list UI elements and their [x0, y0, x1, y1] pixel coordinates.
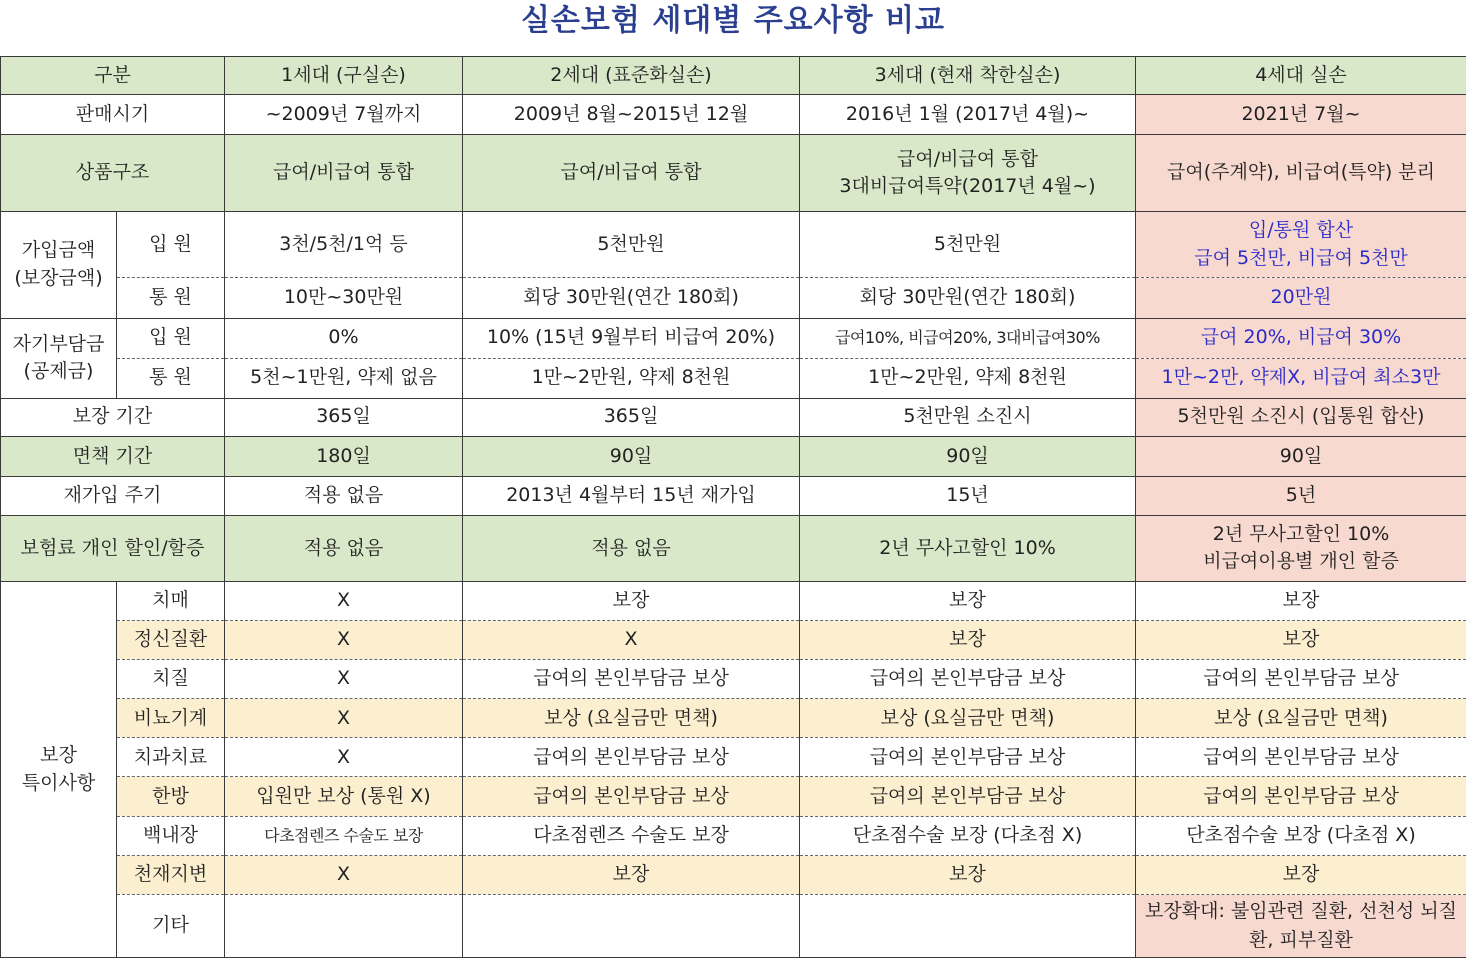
cell-gen3-line1: 급여/비급여 통합 — [897, 147, 1038, 170]
cell-gen3: 급여의 본인부담금 보상 — [800, 777, 1136, 816]
cell-gen4: 보상 (요실금만 면책) — [1136, 699, 1466, 738]
cell-gen1: 입원만 보상 (통원 X) — [225, 777, 463, 816]
cell-gen3: 보장 — [800, 582, 1136, 621]
cell-gen3: 2년 무사고할인 10% — [800, 515, 1136, 581]
cell-gen1: 365일 — [225, 398, 463, 436]
cell-gen2: 보장 — [463, 582, 800, 621]
cell-gen2: 다초점렌즈 수술도 보장 — [463, 816, 800, 855]
header-category: 구분 — [1, 57, 225, 95]
sub-label: 통 원 — [117, 278, 225, 318]
cell-gen4-line1: 입/통원 합산 — [1248, 219, 1354, 242]
cell-gen2: 2013년 4월부터 15년 재가입 — [463, 476, 800, 515]
cell-gen1: 3천/5천/1억 등 — [225, 212, 463, 278]
sub-label: 입 원 — [117, 318, 225, 358]
row-special-dental — [1, 738, 1466, 777]
sub-label: 천재지변 — [117, 855, 225, 894]
cell-gen3: 1만~2만원, 약제 8천원 — [800, 358, 1136, 398]
cell-gen4: 급여(주계약), 비급여(특약) 분리 — [1136, 135, 1466, 212]
comparison-table — [0, 56, 1466, 958]
sub-label: 치매 — [117, 582, 225, 621]
cell-gen4-line2: 급여 5천만, 비급여 5천만 — [1194, 246, 1408, 269]
label-line2: 특이사항 — [21, 771, 96, 794]
cell-gen3: 보장 — [800, 855, 1136, 894]
row-special-cataract — [1, 816, 1466, 855]
cell-gen4: 급여 20%, 비급여 30% — [1136, 318, 1466, 358]
cell-gen4: 보장확대: 불임관련 질환, 선천성 뇌질환, 피부질환 — [1136, 894, 1466, 957]
row-label: 보장 기간 — [1, 398, 225, 436]
cell-gen4-line1: 2년 무사고할인 10% — [1212, 522, 1390, 545]
cell-gen4: 보장 — [1136, 621, 1466, 660]
cell-gen2: 보상 (요실금만 면책) — [463, 699, 800, 738]
row-special-mental — [1, 621, 1466, 660]
cell-gen2: 급여의 본인부담금 보상 — [463, 738, 800, 777]
cell-gen3 — [800, 894, 1136, 957]
cell-gen3: 15년 — [800, 476, 1136, 515]
cell-gen3: 5천만원 소진시 — [800, 398, 1136, 436]
cell-gen4 — [1136, 212, 1466, 278]
row-special-disaster — [1, 855, 1466, 894]
cell-gen1: X — [225, 738, 463, 777]
cell-gen1 — [225, 894, 463, 957]
cell-gen4: 90일 — [1136, 436, 1466, 476]
row-exemption-period — [1, 436, 1466, 476]
label-line1: 보장 — [40, 743, 77, 766]
page-title: 실손보험 세대별 주요사항 비교 — [520, 3, 946, 38]
row-sale-period — [1, 95, 1466, 135]
cell-gen3: 급여의 본인부담금 보상 — [800, 660, 1136, 699]
cell-gen3: 급여의 본인부담금 보상 — [800, 738, 1136, 777]
cell-gen4: 5년 — [1136, 476, 1466, 515]
row-special-oriental — [1, 777, 1466, 816]
cell-gen2: 5천만원 — [463, 212, 800, 278]
cell-gen1: X — [225, 699, 463, 738]
cell-gen4: 5천만원 소진시 (입통원 합산) — [1136, 398, 1466, 436]
sub-label: 입 원 — [117, 212, 225, 278]
row-deductible-outpatient — [1, 358, 1466, 398]
sub-label: 정신질환 — [117, 621, 225, 660]
row-special-hemorrhoid — [1, 660, 1466, 699]
cell-gen3: 단초점수술 보장 (다초점 X) — [800, 816, 1136, 855]
label-line2: (공제금) — [23, 360, 94, 383]
cell-gen4: 20만원 — [1136, 278, 1466, 318]
cell-gen1: X — [225, 582, 463, 621]
deductible-label — [1, 318, 117, 398]
cell-gen4 — [1136, 515, 1466, 581]
sub-label: 치질 — [117, 660, 225, 699]
row-label: 판매시기 — [1, 95, 225, 135]
cell-gen3: 5천만원 — [800, 212, 1136, 278]
sub-label: 한방 — [117, 777, 225, 816]
row-special-other — [1, 894, 1466, 957]
cell-gen1: X — [225, 855, 463, 894]
cell-gen1: X — [225, 621, 463, 660]
cell-gen3: 보상 (요실금만 면책) — [800, 699, 1136, 738]
cell-gen4-line2: 비급여이용별 개인 할증 — [1203, 550, 1399, 573]
cell-gen4: 보장 — [1136, 582, 1466, 621]
cell-gen1: 급여/비급여 통합 — [225, 135, 463, 212]
cell-gen4: 급여의 본인부담금 보상 — [1136, 738, 1466, 777]
cell-gen1: X — [225, 660, 463, 699]
label-line1: 가입금액 — [21, 239, 96, 262]
sub-label: 비뇨기계 — [117, 699, 225, 738]
row-coverage-inpatient — [1, 212, 1466, 278]
special-label — [1, 582, 117, 958]
row-structure — [1, 135, 1466, 212]
cell-gen3-line2: 3대비급여특약(2017년 4월~) — [839, 175, 1096, 198]
cell-gen4: 2021년 7월~ — [1136, 95, 1466, 135]
cell-gen2: 365일 — [463, 398, 800, 436]
row-deductible-inpatient — [1, 318, 1466, 358]
cell-gen3: 90일 — [800, 436, 1136, 476]
row-premium-adjust — [1, 515, 1466, 581]
row-special-dementia — [1, 582, 1466, 621]
sub-label: 통 원 — [117, 358, 225, 398]
cell-gen3: 2016년 1월 (2017년 4월)~ — [800, 95, 1136, 135]
cell-gen2 — [463, 894, 800, 957]
cell-gen2: 90일 — [463, 436, 800, 476]
cell-gen1: ~2009년 7월까지 — [225, 95, 463, 135]
cell-gen1: 0% — [225, 318, 463, 358]
cell-gen3 — [800, 135, 1136, 212]
coverage-amount-label — [1, 212, 117, 318]
cell-gen1: 10만~30만원 — [225, 278, 463, 318]
row-coverage-outpatient — [1, 278, 1466, 318]
cell-gen1: 다초점렌즈 수술도 보장 — [225, 816, 463, 855]
cell-gen2: 급여/비급여 통합 — [463, 135, 800, 212]
row-label: 면책 기간 — [1, 436, 225, 476]
sub-label: 기타 — [117, 894, 225, 957]
cell-gen3: 보장 — [800, 621, 1136, 660]
cell-gen1: 적용 없음 — [225, 515, 463, 581]
cell-gen1: 5천~1만원, 약제 없음 — [225, 358, 463, 398]
header-gen4: 4세대 실손 — [1136, 57, 1466, 95]
label-line1: 자기부담금 — [12, 332, 105, 355]
cell-gen2: 급여의 본인부담금 보상 — [463, 777, 800, 816]
header-gen2: 2세대 (표준화실손) — [463, 57, 800, 95]
cell-gen2: X — [463, 621, 800, 660]
cell-gen1: 적용 없음 — [225, 476, 463, 515]
sub-label: 치과치료 — [117, 738, 225, 777]
row-coverage-period — [1, 398, 1466, 436]
cell-gen4: 급여의 본인부담금 보상 — [1136, 777, 1466, 816]
cell-gen2: 보장 — [463, 855, 800, 894]
row-label: 보험료 개인 할인/할증 — [1, 515, 225, 581]
sub-label: 백내장 — [117, 816, 225, 855]
cell-gen2: 1만~2만원, 약제 8천원 — [463, 358, 800, 398]
cell-gen2: 적용 없음 — [463, 515, 800, 581]
cell-gen4: 급여의 본인부담금 보상 — [1136, 660, 1466, 699]
cell-gen4: 1만~2만, 약제X, 비급여 최소3만 — [1136, 358, 1466, 398]
label-line2: (보장금액) — [14, 266, 103, 289]
row-special-urology — [1, 699, 1466, 738]
cell-gen3: 회당 30만원(연간 180회) — [800, 278, 1136, 318]
cell-gen2: 10% (15년 9월부터 비급여 20%) — [463, 318, 800, 358]
header-row — [1, 57, 1466, 95]
row-label: 상품구조 — [1, 135, 225, 212]
cell-gen1: 180일 — [225, 436, 463, 476]
cell-gen2: 2009년 8월~2015년 12월 — [463, 95, 800, 135]
cell-gen2: 회당 30만원(연간 180회) — [463, 278, 800, 318]
row-renewal-cycle — [1, 476, 1466, 515]
cell-gen2: 급여의 본인부담금 보상 — [463, 660, 800, 699]
row-label: 재가입 주기 — [1, 476, 225, 515]
cell-gen4: 단초점수술 보장 (다초점 X) — [1136, 816, 1466, 855]
header-gen3: 3세대 (현재 착한실손) — [800, 57, 1136, 95]
header-gen1: 1세대 (구실손) — [225, 57, 463, 95]
cell-gen4: 보장 — [1136, 855, 1466, 894]
cell-gen3: 급여10%, 비급여20%, 3대비급여30% — [800, 318, 1136, 358]
